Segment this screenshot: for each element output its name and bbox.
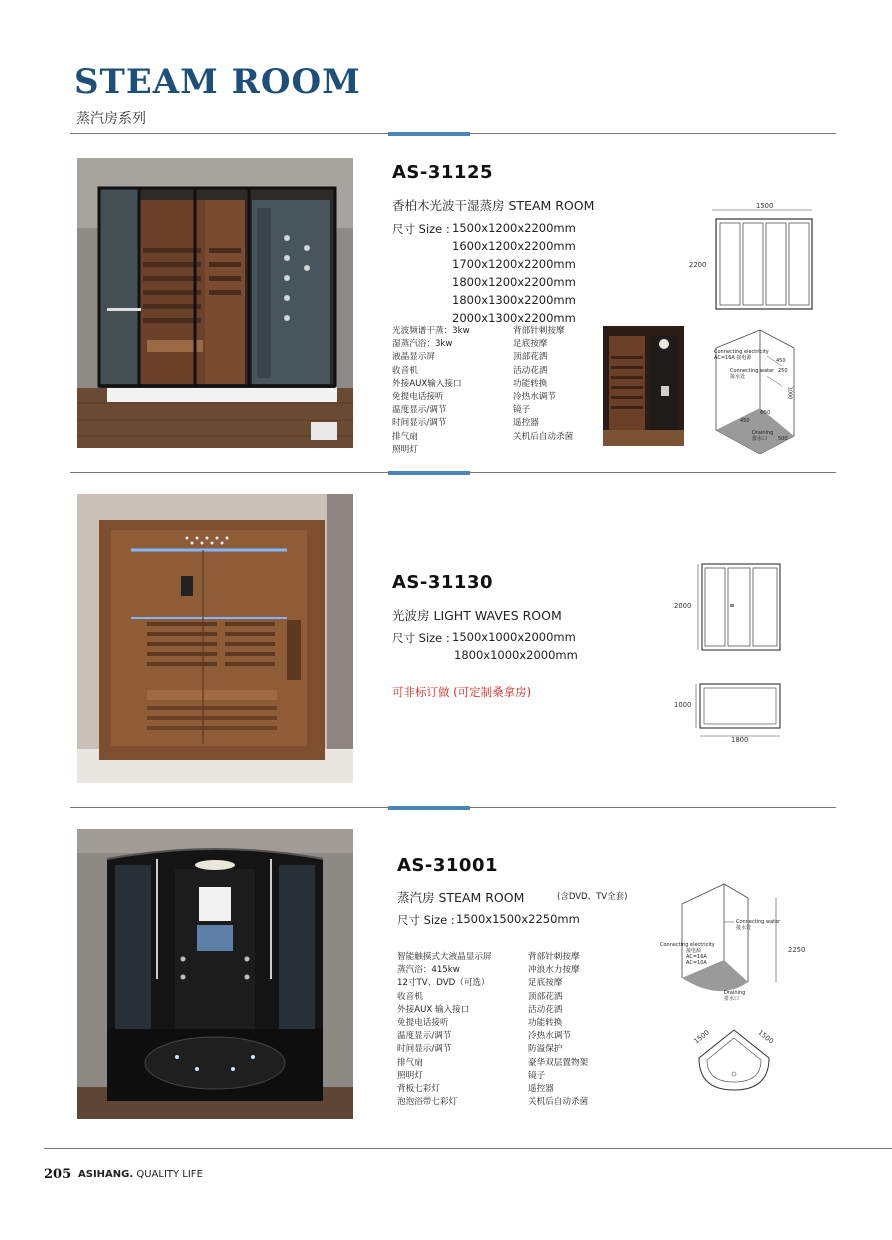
feature-item: 湿蒸汽浴：3kw <box>392 339 453 350</box>
size-item: 1500x1500x2250mm <box>456 912 580 926</box>
dim-height-label: 2250 <box>788 946 806 954</box>
iso-labels-drain <box>724 990 745 1002</box>
product-model: AS-31130 <box>392 572 493 593</box>
iso-labels-electricity <box>660 942 715 966</box>
iso-labels-water <box>730 368 774 380</box>
feature-item: 12寸TV、DVD（可选） <box>397 978 490 989</box>
feature-item: 足底按摩 <box>528 978 563 989</box>
feature-item: 功能转换 <box>528 1018 563 1029</box>
front-diagram-as31125 <box>710 207 814 313</box>
product-name: 香柏木光波干湿蒸房 STEAM ROOM <box>392 198 595 213</box>
feature-item: 功能转换 <box>513 378 548 389</box>
dim-width-label: 1500 <box>756 202 774 210</box>
iso-label: AC=10A <box>686 960 707 966</box>
iso-label: Connecting electricity <box>714 349 769 355</box>
feature-item: 关机后自动杀菌 <box>513 431 574 442</box>
iso-label: AC=16A 接电源 <box>714 355 752 361</box>
iso-dim: 1000 <box>786 386 793 400</box>
size-item: 1800x1200x2200mm <box>452 275 576 289</box>
feature-item: 收音机 <box>392 365 418 376</box>
feature-item: 泡泡浴带七彩灯 <box>397 1097 458 1108</box>
feature-list-left <box>392 325 470 457</box>
feature-item: 免提电话接听 <box>397 1018 449 1029</box>
iso-label: 排水口 <box>724 996 740 1002</box>
feature-item: 光波频谱干蒸：3kw <box>392 326 470 336</box>
feature-item: 镜子 <box>513 405 531 416</box>
iso-labels-drain <box>752 430 773 442</box>
footer-brand <box>78 1169 203 1180</box>
feature-item: 外接AUX 输入接口 <box>397 1004 470 1015</box>
size-item: 1800x1300x2200mm <box>452 293 576 307</box>
feature-list-left <box>397 951 492 1109</box>
feature-item: 冷热水调节 <box>513 392 556 403</box>
plan-dim-label: 1500 <box>692 1028 711 1046</box>
feature-item: 液晶显示屏 <box>392 352 435 363</box>
feature-item: 足底按摩 <box>513 339 548 350</box>
feature-item: 遥控器 <box>528 1084 554 1095</box>
plan-dim-label: 1500 <box>756 1028 775 1046</box>
size-list <box>452 219 576 327</box>
iso-label: Draining <box>724 990 746 996</box>
feature-item: 背部针刺按摩 <box>528 952 580 962</box>
feature-item: 冲浪水力按摩 <box>528 965 580 976</box>
brand-name: ASIHANG. <box>78 1169 134 1180</box>
feature-item: 温度显示/调节 <box>392 405 447 416</box>
feature-item: 蒸汽浴：415kw <box>397 965 460 976</box>
dim-height-label: 2000 <box>674 602 692 610</box>
divider-accent <box>388 806 470 810</box>
feature-item: 豪华双层置物架 <box>528 1057 589 1068</box>
dim-height-label: 2200 <box>689 261 707 269</box>
dim-width-label: 1800 <box>731 736 749 744</box>
page-title: STEAM ROOM <box>74 62 361 102</box>
feature-item: 防溢保护 <box>528 1044 563 1055</box>
iso-dim: 450 <box>740 418 750 424</box>
feature-item: 关机后自动杀菌 <box>528 1097 589 1108</box>
iso-label: Connecting electricity <box>660 942 715 948</box>
iso-label: Connecting water <box>736 919 781 925</box>
product-name: 蒸汽房 STEAM ROOM <box>397 890 525 905</box>
product-name-note: (含DVD、TV全套) <box>557 892 628 902</box>
custom-order-note: 可非标订做 (可定制桑拿房) <box>392 685 532 699</box>
feature-list-right <box>513 325 573 444</box>
feature-item: 活动花洒 <box>528 1004 563 1015</box>
iso-label: 接电源 <box>686 948 702 954</box>
size-item: 2000x1300x2200mm <box>452 311 576 325</box>
divider-accent <box>388 471 470 475</box>
size-item: 1700x1200x2200mm <box>452 257 576 271</box>
product-model: AS-31001 <box>397 855 498 876</box>
feature-item: 照明灯 <box>392 444 418 455</box>
size-item: 1800x1000x2000mm <box>454 648 578 662</box>
page-number: 205 <box>44 1167 72 1182</box>
front-diagram-as31130 <box>694 562 782 652</box>
feature-item: 冷热水调节 <box>528 1031 571 1042</box>
iso-dim: Φ50 <box>760 410 771 416</box>
size-item: 1500x1200x2200mm <box>452 221 576 235</box>
feature-item: 遥控器 <box>513 418 539 429</box>
feature-item: 时间显示/调节 <box>392 418 447 429</box>
feature-item: 温度显示/调节 <box>397 1031 452 1042</box>
size-label: 尺寸 Size : <box>397 913 455 927</box>
dim-depth-label: 1000 <box>674 701 692 709</box>
feature-item: 背板七彩灯 <box>397 1084 440 1095</box>
iso-dim: 250 <box>778 368 788 374</box>
iso-dim: 500 <box>778 436 788 442</box>
feature-item: 排气扇 <box>397 1057 423 1068</box>
product-photo-as31001 <box>77 829 353 1119</box>
feature-item: 镜子 <box>528 1070 546 1081</box>
size-item: 1500x1000x2000mm <box>452 630 576 644</box>
product-photo-as31125 <box>77 158 353 448</box>
feature-item: 照明灯 <box>397 1070 423 1081</box>
feature-item: 外接AUX输入接口 <box>392 378 462 389</box>
iso-label: 排水口 <box>752 436 768 442</box>
footer-divider <box>44 1148 892 1149</box>
product-name: 光波房 LIGHT WAVES ROOM <box>392 608 562 623</box>
iso-label: 接水处 <box>730 374 746 380</box>
feature-list-right <box>528 951 588 1109</box>
iso-labels <box>714 349 769 361</box>
product-photo-as31130 <box>77 494 353 783</box>
top-diagram-as31130 <box>692 682 784 738</box>
divider-accent <box>388 132 470 136</box>
iso-label: AC=16A <box>686 954 707 960</box>
interior-photo-as31125 <box>603 326 684 446</box>
feature-item: 顶部花洒 <box>528 991 563 1002</box>
brand-tagline: QUALITY LIFE <box>136 1169 203 1180</box>
iso-label: Connecting water <box>730 368 775 374</box>
feature-item: 排气扇 <box>392 431 418 442</box>
product-model: AS-31125 <box>392 162 493 183</box>
size-item: 1600x1200x2200mm <box>452 239 576 253</box>
feature-item: 背部针刺按摩 <box>513 326 565 336</box>
iso-dim: 450 <box>776 358 786 364</box>
feature-item: 活动花洒 <box>513 365 548 376</box>
feature-item: 智能触摸式大液晶显示屏 <box>397 952 492 962</box>
iso-labels-water <box>736 919 780 931</box>
size-label: 尺寸 Size : <box>392 631 450 645</box>
size-list <box>452 628 578 664</box>
iso-label: Draining <box>752 430 774 436</box>
feature-item: 收音机 <box>397 991 423 1002</box>
feature-item: 时间显示/调节 <box>397 1044 452 1055</box>
page-subtitle: 蒸汽房系列 <box>76 111 146 127</box>
feature-item: 免提电话接听 <box>392 392 444 403</box>
feature-item: 顶部花洒 <box>513 352 548 363</box>
size-label: 尺寸 Size : <box>392 222 450 236</box>
iso-label: 接水处 <box>736 925 752 931</box>
